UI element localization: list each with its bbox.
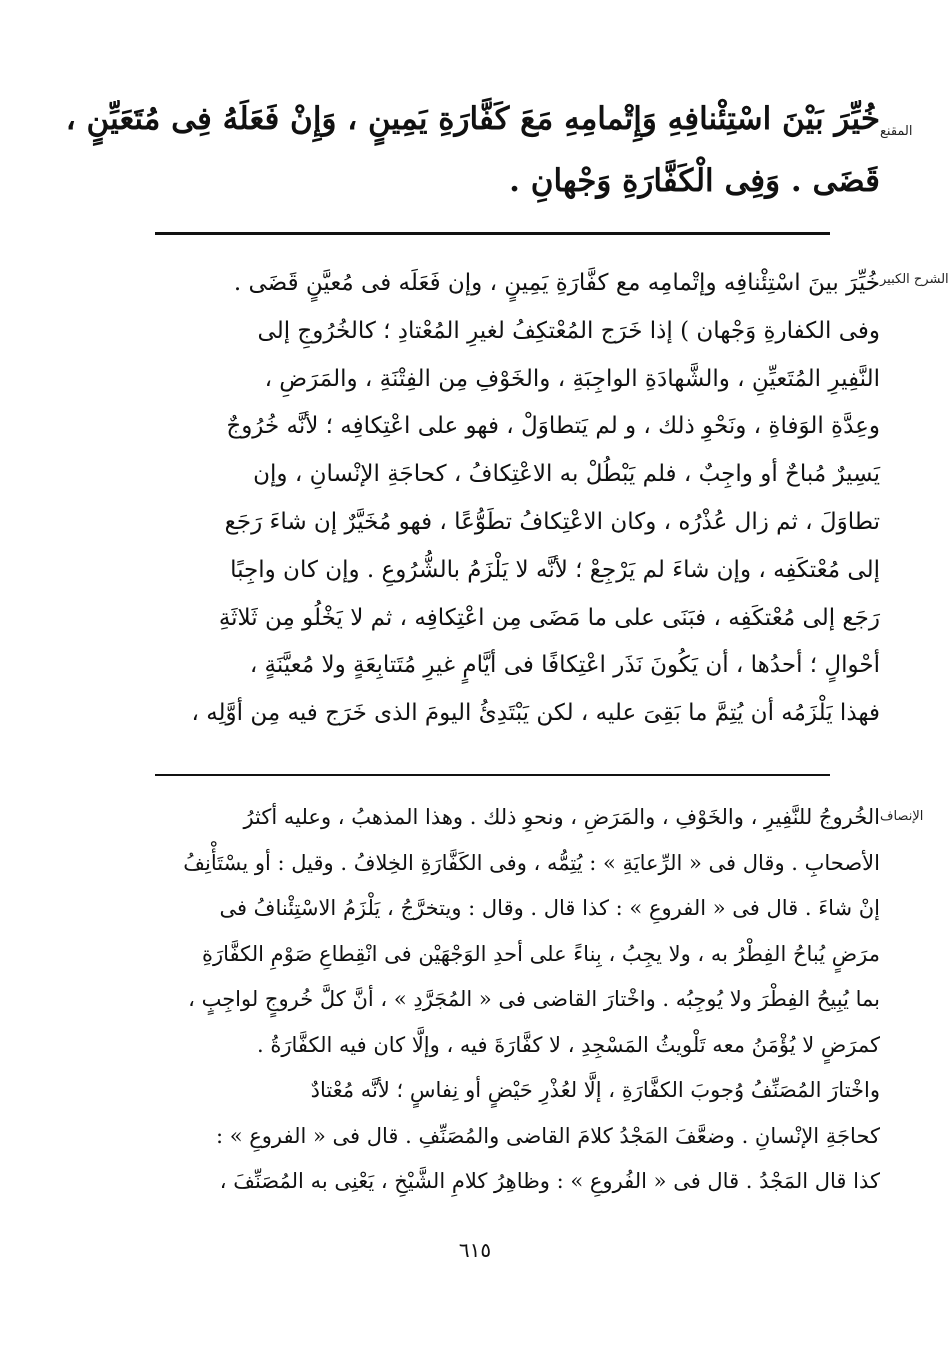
sharh-line: خُيِّرَ بينَ اسْتِئْنافِه وإتْمامِه مع كفَّارَةِ يَمِينٍ ، وإن فَعَلَه فى مُعيَّنٍ قَضَى . bbox=[233, 270, 880, 296]
insaf-line: الأصحابِ . وقال فى « الرِّعايَةِ » : يُتِمُّه ، وفى الكَفَّارَةِ الخِلافُ . وقيل : أو يسْتَأْنِفُ bbox=[183, 850, 880, 875]
muqni-section bbox=[60, 88, 913, 228]
muqni-line: قَضَى . وَفِى الْكَفَّارَةِ وَجْهانِ . bbox=[509, 163, 880, 199]
sharh-line: رَجَع إلى مُعْتكَفِه ، فبَنَى على ما مَضَى مِن اعْتِكافِه ، ثم لا يَخْلُو مِن ثَلاثَةِ bbox=[218, 604, 880, 631]
insaf-line: مرَضٍ يُباحُ الفِطْرُ به ، ولا يجِبُ ، بِناءً على أحدِ الوَجْهَيْن فى انْقِطاعِ صَوْمِ الكفَّارَةِ bbox=[202, 941, 880, 966]
section-divider bbox=[155, 232, 830, 235]
section-divider bbox=[155, 774, 830, 776]
sharh-label: الشرح الكبير bbox=[880, 272, 949, 287]
sharh-line: فهذا يَلْزَمُه أن يُتِمَّ ما بَقِىَ عليه ، لكن يَبْتَدِئُ اليومَ الذى خَرَج فيه مِن أوَّلِه ، bbox=[191, 700, 880, 727]
insaf-section bbox=[60, 795, 924, 1205]
sharh-line: النَّفِيرِ المُتَعيِّنِ ، والشَّهادَةِ الواجِبَةِ ، والخَوْفِ مِن الفِتْنَةِ ، والمَرَضِ ، bbox=[264, 365, 880, 392]
muqni-line: خُيِّرَ بَيْنَ اسْتِئْنافِهِ وَإِتْمامِهِ مَعَ كَفَّارَةِ يَمِينٍ ، وَإِنْ فَعَلَهُ فِى مُتَعَيِّنٍ ، bbox=[65, 101, 880, 137]
sharh-line: تطاوَلَ ، ثم زال عُذْرُه ، وكان الاعْتِكافُ تطَوُّعًا ، فهو مُخَيَّرٌ إن شاءَ رَجَع bbox=[224, 508, 880, 535]
muqni-text bbox=[60, 88, 880, 212]
insaf-line: كمرَضٍ لا يُؤْمَنُ معه تَلْويثُ المَسْجِدِ ، لا كفَّارَةَ فيه ، وإلَّا كان فيه الكفَّارَةُ . bbox=[257, 1032, 880, 1057]
insaf-label: الإنصاف bbox=[880, 809, 924, 824]
sharh-section bbox=[60, 260, 949, 750]
insaf-line: كذا قال المَجْدُ . قال فى « الفُروعِ » : وظاهِرُ كلامِ الشَّيْخِ ، يَعْنِى به المُصَنِّفَ ، bbox=[219, 1169, 880, 1193]
insaf-line: واخْتارَ المُصَنِّفُ وُجوبَ الكفَّارَةِ ، إلَّا لعُذْرِ حَيْضٍ أو نِفاسٍ ؛ لأنَّه مُعْتادٌ bbox=[310, 1078, 880, 1102]
sharh-line: أحْوالٍ ؛ أحدُها ، أن يَكُونَ نَذَر اعْتِكافًا فى أيَّامٍ غيرِ مُتَتابِعَةٍ ولا مُعيَّنَةٍ ، bbox=[249, 652, 880, 679]
sharh-line: يَسِيرٌ مُباحٌ أو واجِبٌ ، فلم يَبْطُلْ به الاعْتِكافُ ، كحاجَةِ الإنْسانِ ، وإن bbox=[253, 461, 880, 488]
page-number: ٦١٥ bbox=[458, 1238, 492, 1262]
sharh-line: إلى مُعْتكَفِه ، وإن شاءَ لم يَرْجِعْ ؛ لأنَّه لا يَلْزَمُ بالشُّرُوعِ . وإن كان واجِبًا bbox=[230, 556, 880, 583]
insaf-line: كحاجَةِ الإنْسانِ . وضعَّفَ المَجْدُ كلامَ القاضى والمُصَنِّفِ . قال فى « الفروعِ » : bbox=[215, 1123, 880, 1148]
insaf-line: إنْ شاءَ . قال فى « الفروعِ » : كذا قال . وقال : ويتخرَّجُ ، يَلْزَمُ الاسْتِئْنافُ فى bbox=[219, 896, 880, 920]
muqni-label: المقنع bbox=[880, 124, 913, 139]
sharh-text bbox=[60, 260, 880, 738]
insaf-line: بما يُبِيحُ الفِطْرَ ولا يُوجِبُه . واخْتارَ القاضى فى « المُجَرَّدِ » ، أنَّ كلَّ خُروجٍ لواجِبٍ ، bbox=[188, 987, 880, 1011]
insaf-text bbox=[60, 795, 880, 1205]
sharh-line: وعِدَّةِ الوَفاةِ ، ونَحْوِ ذلك ، و لم يَتطاوَلْ ، فهو على اعْتِكافِه ؛ لأنَّه خُرُوجٌ bbox=[226, 413, 880, 440]
sharh-line: وفى الكفارةِ وَجْهان ) إذا خَرَج المُعْتكِفُ لغيرِ المُعْتادِ ؛ كالخُرُوجِ إلى bbox=[257, 317, 880, 344]
insaf-line: الخُروجُ للنَّفِيرِ ، والخَوْفِ ، والمَرَضِ ، ونحوِ ذلك . وهذا المذهبُ ، وعليه أكثرُ bbox=[243, 805, 880, 829]
